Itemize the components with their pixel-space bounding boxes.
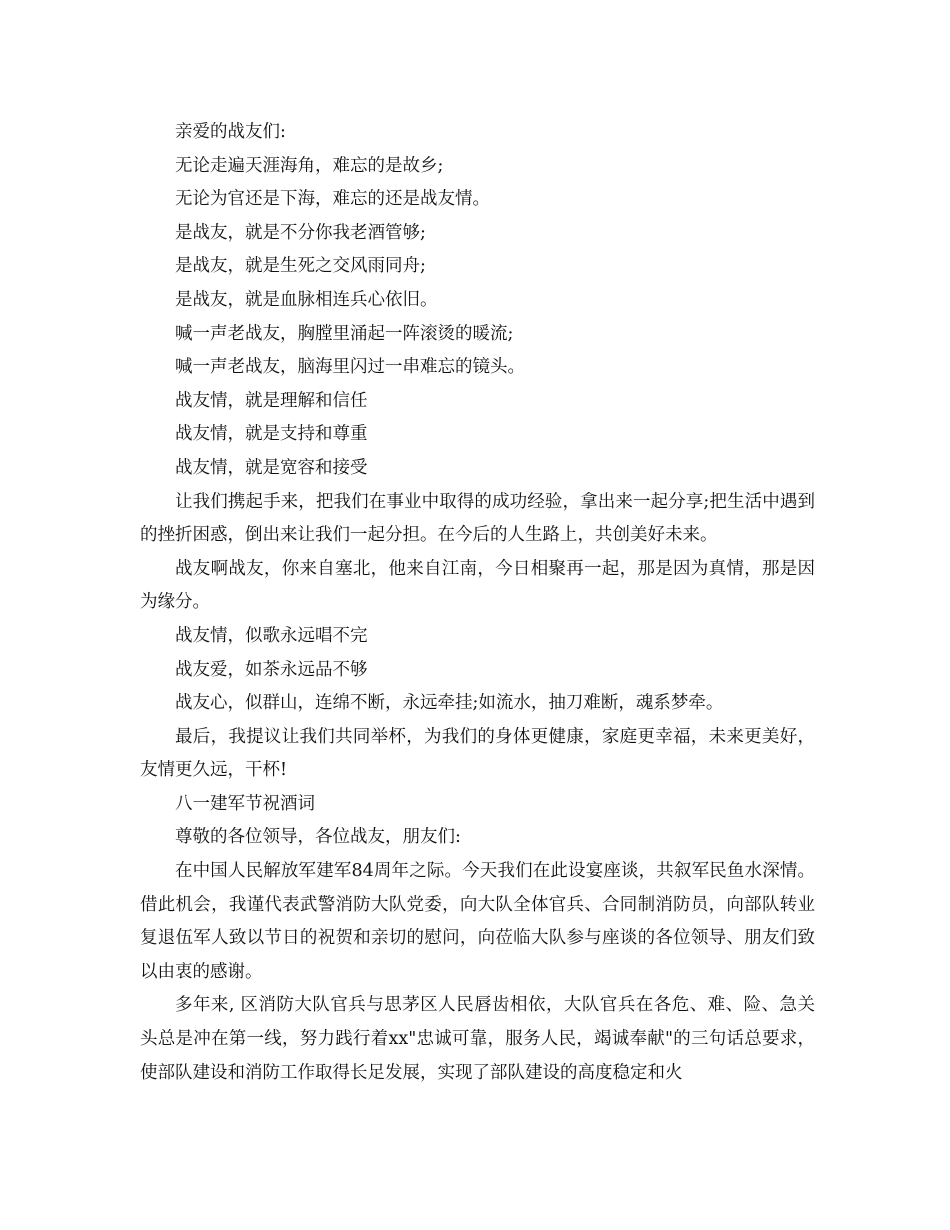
paragraph: 无论为官还是下海，难忘的还是战友情。 — [175, 189, 490, 210]
document-body — [140, 116, 815, 1090]
paragraph: 战友爱，如茶永远品不够 — [175, 659, 368, 680]
section-title: 八一建军节祝酒词 — [175, 793, 315, 814]
paragraph-greeting: 亲爱的战友们: — [175, 122, 286, 142]
paragraph: 战友情，就是理解和信任 — [175, 390, 368, 411]
paragraph: 战友啊战友，你来自塞北，他来自江南，今日相聚再一起，那是因为真情，那是因为缘分。 — [140, 558, 815, 613]
paragraph: 战友情，似歌永远唱不完 — [175, 625, 368, 646]
paragraph-salutation: 尊敬的各位领导，各位战友，朋友们: — [175, 827, 461, 848]
paragraph: 喊一声老战友，胸膛里涌起一阵滚烫的暖流; — [175, 323, 514, 344]
paragraph: 多年来, 区消防大队官兵与思茅区人民唇齿相依，大队官兵在各危、难、险、急关头总是冲在第一线，努力践行着xx"忠诚可靠，服务人民，竭诚奉献"的三句话总要求，使部队建设和消防工作取得长足发展，实现了部队建设的高度稳定和火 — [140, 995, 815, 1083]
paragraph: 让我们携起手来，把我们在事业中取得的成功经验，拿出来一起分享;把生活中遇到的挫折困惑，倒出来让我们一起分担。在今后的人生路上，共创美好未来。 — [140, 491, 815, 546]
paragraph: 是战友，就是不分你我老酒管够; — [175, 222, 426, 243]
paragraph: 战友心，似群山，连绵不断，永远牵挂;如流水，抽刀难断，魂系梦牵。 — [175, 693, 724, 714]
paragraph: 无论走遍天涯海角，难忘的是故乡; — [175, 155, 444, 176]
paragraph: 战友情，就是支持和尊重 — [175, 424, 368, 445]
paragraph: 在中国人民解放军建军84周年之际。今天我们在此设宴座谈，共叙军民鱼水深情。借此机会，我谨代表武警消防大队党委，向大队全体官兵、合同制消防员，向部队转业复退伍军人致以节日的祝贺和亲切的慰问，向莅临大队参与座谈的各位领导、朋友们致以由衷的感谢。 — [140, 861, 815, 982]
paragraph: 是战友，就是生死之交风雨同舟; — [175, 256, 426, 277]
paragraph: 战友情，就是宽容和接受 — [175, 457, 368, 478]
paragraph: 是战友，就是血脉相连兵心依旧。 — [175, 289, 438, 310]
paragraph: 喊一声老战友，脑海里闪过一串难忘的镜头。 — [175, 357, 525, 378]
paragraph: 最后，我提议让我们共同举杯，为我们的身体更健康，家庭更幸福，未来更美好，友情更久远，干杯! — [140, 726, 815, 781]
